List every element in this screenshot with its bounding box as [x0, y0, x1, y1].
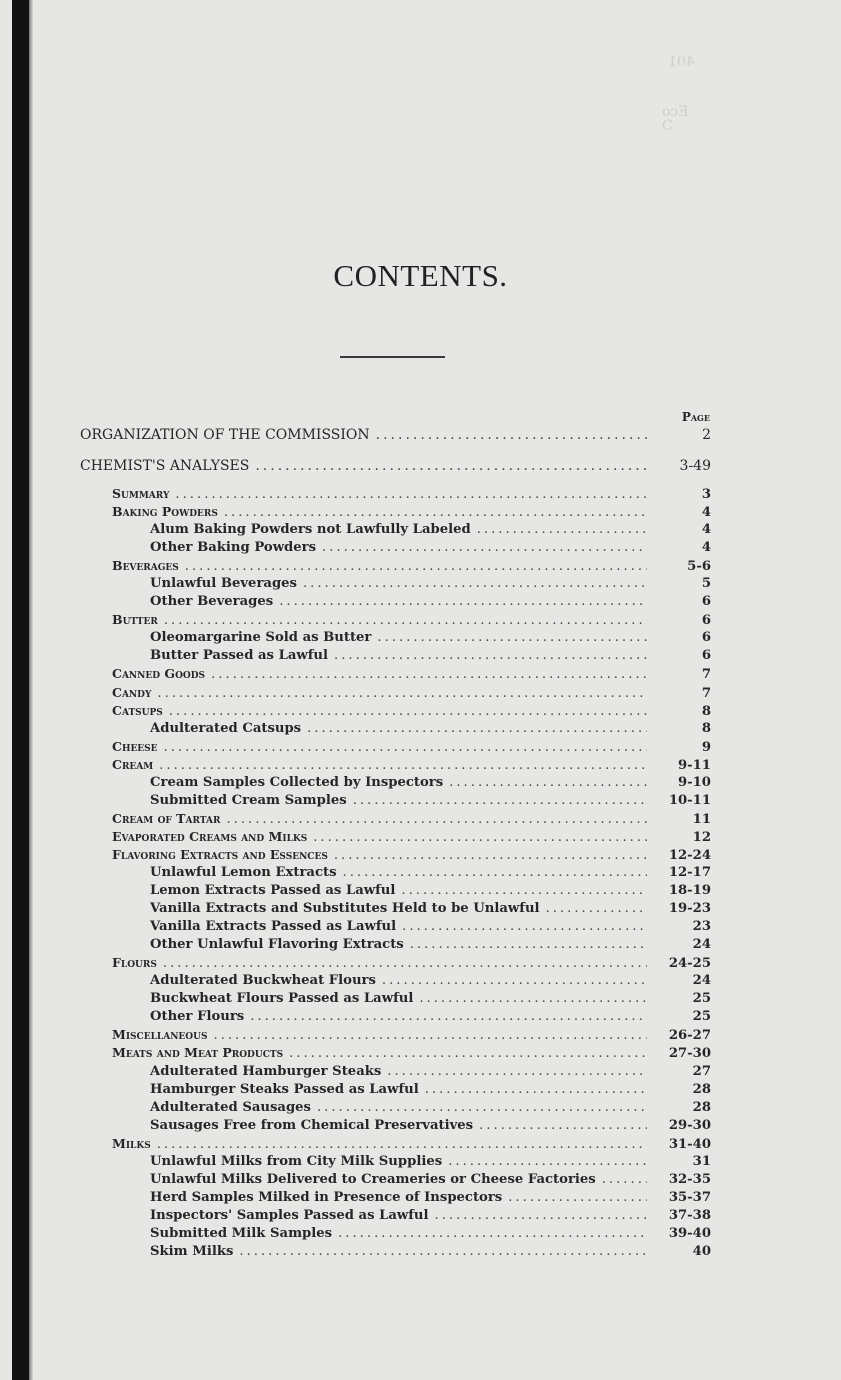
toc-item-entry: [80, 991, 711, 1009]
toc-page-number: 8: [701, 720, 711, 736]
toc-entry-label: Flours: [112, 955, 157, 971]
dot-leader: [448, 1154, 647, 1169]
toc-page-number: 27: [692, 1063, 711, 1079]
toc-item-entry: [80, 1082, 711, 1100]
toc-item-entry: [80, 576, 711, 594]
toc-page-number: 6: [701, 630, 711, 646]
toc-subsection-entry: [80, 504, 711, 522]
toc-item-entry: [80, 1064, 711, 1082]
dot-leader: [303, 576, 647, 591]
toc-subsection-entry: [80, 1045, 711, 1063]
toc-page-number: 32-35: [668, 1171, 711, 1187]
dot-leader: [239, 1244, 647, 1259]
dot-leader: [410, 937, 647, 952]
dot-leader: [334, 848, 647, 863]
dot-leader: [419, 991, 647, 1006]
dot-leader: [508, 1190, 647, 1205]
toc-page-number: 35-37: [668, 1189, 711, 1205]
toc-entry-label: Vanilla Extracts and Substitutes Held to be Unlawful: [150, 901, 540, 917]
toc-entry-label: CHEMIST'S ANALYSES: [80, 458, 250, 474]
dot-leader: [224, 505, 647, 520]
toc-item-entry: [80, 1118, 711, 1136]
toc-item-entry: [80, 901, 711, 919]
toc-entry-label: Summary: [112, 486, 170, 501]
dot-leader: [382, 973, 647, 988]
table-of-contents: [80, 427, 711, 1262]
toc-page-number: 24: [692, 973, 711, 989]
toc-item-entry: [80, 973, 711, 991]
toc-entry-label: Candy: [112, 684, 152, 700]
toc-entry-label: Catsups: [112, 702, 163, 718]
toc-entry-label: Sausages Free from Chemical Preservatives: [150, 1117, 474, 1133]
toc-entry-label: Submitted Cream Samples: [150, 792, 347, 808]
toc-entry-label: Beverages: [112, 558, 179, 574]
toc-entry-label: Cream: [112, 756, 154, 772]
toc-page-number: 7: [701, 685, 711, 701]
toc-entry-label: Baking Powders: [112, 504, 218, 520]
dot-leader: [169, 704, 647, 719]
dot-leader: [425, 1082, 647, 1097]
dot-leader: [213, 1028, 647, 1043]
dot-leader: [164, 740, 647, 755]
toc-page-number: 28: [692, 1099, 711, 1115]
toc-subsection-entry: [80, 955, 711, 973]
toc-subsection-entry: [80, 847, 711, 865]
dot-leader: [338, 1226, 647, 1241]
dot-leader: [322, 540, 647, 555]
toc-entry-label: Meats and Meat Products: [112, 1045, 284, 1061]
toc-entry-label: Adulterated Catsups: [150, 720, 302, 736]
toc-page-number: 6: [701, 613, 711, 629]
toc-entry-label: Evaporated Creams and Milks: [112, 828, 308, 844]
toc-item-entry: [80, 883, 711, 901]
toc-entry-label: Cheese: [112, 738, 158, 754]
toc-page-number: 31: [692, 1153, 711, 1169]
toc-item-entry: [80, 1244, 711, 1262]
bleed-through-mark: Eco: [662, 104, 689, 120]
toc-page-number: 3: [701, 487, 711, 502]
page-title: CONTENTS.: [333, 258, 508, 293]
dot-leader: [479, 1118, 647, 1133]
toc-item-entry: [80, 793, 711, 811]
dot-leader: [353, 793, 647, 808]
page-column-header: Page: [681, 410, 710, 424]
toc-page-number: 5: [701, 576, 711, 592]
dot-leader: [477, 522, 647, 537]
toc-entry-label: Unlawful Milks Delivered to Creameries or Cheese Factories: [150, 1171, 596, 1187]
title-rule-divider: [340, 356, 445, 358]
toc-item-entry: [80, 630, 711, 648]
toc-entry-label: Inspectors' Samples Passed as Lawful: [150, 1207, 429, 1223]
toc-entry-label: Other Unlawful Flavoring Extracts: [150, 937, 404, 953]
toc-entry-label: Buckwheat Flours Passed as Lawful: [150, 991, 414, 1007]
toc-page-number: 12-17: [668, 864, 711, 880]
toc-subsection-entry: [80, 703, 711, 721]
toc-entry-label: Flavoring Extracts and Essences: [112, 846, 328, 862]
bleed-through-mark: 401: [668, 54, 695, 70]
toc-item-entry: [80, 937, 711, 955]
toc-subsection-entry: [80, 1027, 711, 1045]
toc-subsection-entry: [80, 829, 711, 847]
toc-page-number: 10-11: [668, 792, 711, 808]
toc-subsection-entry: [80, 685, 711, 703]
toc-item-entry: [80, 1190, 711, 1208]
toc-page-number: 4: [701, 505, 711, 521]
toc-page-number: 24: [692, 937, 711, 953]
toc-item-entry: [80, 1009, 711, 1027]
toc-subsection-entry: [80, 1136, 711, 1154]
toc-page-number: 19-23: [668, 901, 711, 917]
toc-page-number: 7: [701, 667, 711, 683]
dot-leader: [546, 901, 647, 916]
toc-entry-label: Adulterated Buckwheat Flours: [150, 973, 376, 989]
toc-item-entry: [80, 1100, 711, 1118]
toc-item-entry: [80, 1172, 711, 1190]
toc-entry-label: Adulterated Sausages: [150, 1099, 311, 1115]
toc-subsection-entry: [80, 612, 711, 630]
dot-leader: [159, 758, 647, 773]
toc-page-number: 11: [692, 811, 711, 827]
dot-leader: [402, 919, 647, 934]
toc-item-entry: [80, 865, 711, 883]
dot-leader: [211, 667, 647, 682]
toc-entry-label: Oleomargarine Sold as Butter: [150, 630, 372, 646]
toc-page-number: 18-19: [668, 883, 711, 899]
toc-item-entry: [80, 1208, 711, 1226]
dot-leader: [163, 956, 647, 971]
toc-section-entry: [80, 458, 711, 489]
toc-subsection-entry: [80, 757, 711, 775]
toc-page-number: 23: [692, 919, 711, 935]
dot-leader: [401, 883, 647, 898]
toc-entry-label: Unlawful Beverages: [150, 576, 297, 592]
toc-page-number: 6: [701, 594, 711, 610]
toc-entry-label: Skim Milks: [150, 1243, 234, 1259]
dot-leader: [279, 594, 647, 609]
dot-leader: [602, 1172, 647, 1187]
dot-leader: [164, 613, 647, 628]
toc-entry-label: Submitted Milk Samples: [150, 1225, 333, 1241]
toc-entry-label: Hamburger Steaks Passed as Lawful: [150, 1081, 419, 1097]
toc-subsection-entry: [80, 739, 711, 757]
toc-page-number: 12-24: [668, 847, 711, 863]
toc-subsection-entry: [80, 486, 711, 504]
book-spine-shadow: [12, 0, 29, 1380]
toc-entry-label: Miscellaneous: [112, 1027, 208, 1043]
toc-entry-label: Other Flours: [150, 1009, 245, 1025]
dot-leader: [289, 1046, 647, 1061]
dot-leader: [313, 830, 647, 845]
dot-leader: [334, 648, 647, 663]
toc-entry-label: Vanilla Extracts Passed as Lawful: [150, 919, 397, 935]
dot-leader: [449, 775, 647, 790]
dot-leader: [175, 487, 647, 502]
dot-leader: [307, 721, 647, 736]
dot-leader: [377, 630, 647, 645]
toc-entry-label: Other Beverages: [150, 594, 274, 610]
toc-page-number: 2: [702, 427, 711, 443]
dot-leader: [157, 1137, 647, 1152]
toc-entry-label: Lemon Extracts Passed as Lawful: [150, 883, 396, 899]
toc-subsection-entry: [80, 558, 711, 576]
dot-leader: [317, 1100, 647, 1115]
dot-leader: [387, 1064, 647, 1079]
toc-item-entry: [80, 919, 711, 937]
toc-page-number: 5-6: [687, 559, 711, 575]
toc-page-number: 31-40: [668, 1136, 711, 1152]
toc-page-number: 24-25: [668, 956, 711, 972]
toc-page-number: 40: [692, 1243, 711, 1259]
toc-page-number: 3-49: [679, 458, 711, 474]
dot-leader: [435, 1208, 647, 1223]
toc-entry-label: Cream of Tartar: [112, 810, 221, 826]
dot-leader: [343, 865, 648, 880]
toc-page-number: 9-11: [677, 757, 711, 773]
toc-item-entry: [80, 540, 711, 558]
toc-item-entry: [80, 775, 711, 793]
toc-page-number: 28: [692, 1081, 711, 1097]
toc-page-number: 8: [701, 703, 711, 719]
toc-item-entry: [80, 1226, 711, 1244]
toc-page-number: 6: [701, 648, 711, 664]
toc-page-number: 37-38: [668, 1207, 711, 1223]
toc-page-number: 25: [692, 991, 711, 1007]
toc-entry-label: Adulterated Hamburger Steaks: [150, 1063, 382, 1079]
dot-leader: [250, 1009, 647, 1024]
toc-page-number: 25: [692, 1009, 711, 1025]
toc-item-entry: [80, 594, 711, 612]
dot-leader: [376, 427, 647, 443]
toc-entry-label: Unlawful Milks from City Milk Supplies: [150, 1153, 443, 1169]
toc-page-number: 29-30: [668, 1117, 711, 1133]
page-gutter: [29, 0, 33, 1380]
toc-section-entry: [80, 427, 711, 458]
dot-leader: [255, 458, 647, 474]
toc-entry-label: ORGANIZATION OF THE COMMISSION: [80, 427, 370, 443]
toc-page-number: 27-30: [668, 1046, 711, 1062]
dot-leader: [185, 559, 647, 574]
bleed-through-mark: C: [662, 118, 673, 134]
toc-item-entry: [80, 721, 711, 739]
toc-entry-label: Cream Samples Collected by Inspectors: [150, 774, 444, 790]
toc-page-number: 12: [692, 829, 711, 845]
toc-subsection-entry: [80, 811, 711, 829]
toc-item-entry: [80, 522, 711, 540]
toc-entry-label: Unlawful Lemon Extracts: [150, 864, 337, 880]
dot-leader: [157, 686, 647, 701]
toc-subsection-entry: [80, 666, 711, 684]
dot-leader: [226, 812, 647, 827]
toc-page-number: 4: [701, 522, 711, 538]
toc-item-entry: [80, 648, 711, 666]
toc-entry-label: Other Baking Powders: [150, 540, 317, 556]
toc-item-entry: [80, 1154, 711, 1172]
toc-entry-label: Herd Samples Milked in Presence of Inspectors: [150, 1189, 503, 1205]
toc-page-number: 9-10: [677, 774, 711, 790]
toc-entry-label: Butter: [112, 612, 158, 628]
toc-entry-label: Canned Goods: [112, 666, 206, 682]
toc-page-number: 39-40: [668, 1225, 711, 1241]
toc-entry-label: Butter Passed as Lawful: [150, 648, 329, 664]
toc-page-number: 26-27: [668, 1028, 711, 1044]
toc-entry-label: Alum Baking Powders not Lawfully Labeled: [150, 522, 471, 538]
toc-page-number: 4: [701, 540, 711, 556]
toc-page-number: 9: [701, 739, 711, 755]
toc-entry-label: Milks: [112, 1135, 151, 1151]
